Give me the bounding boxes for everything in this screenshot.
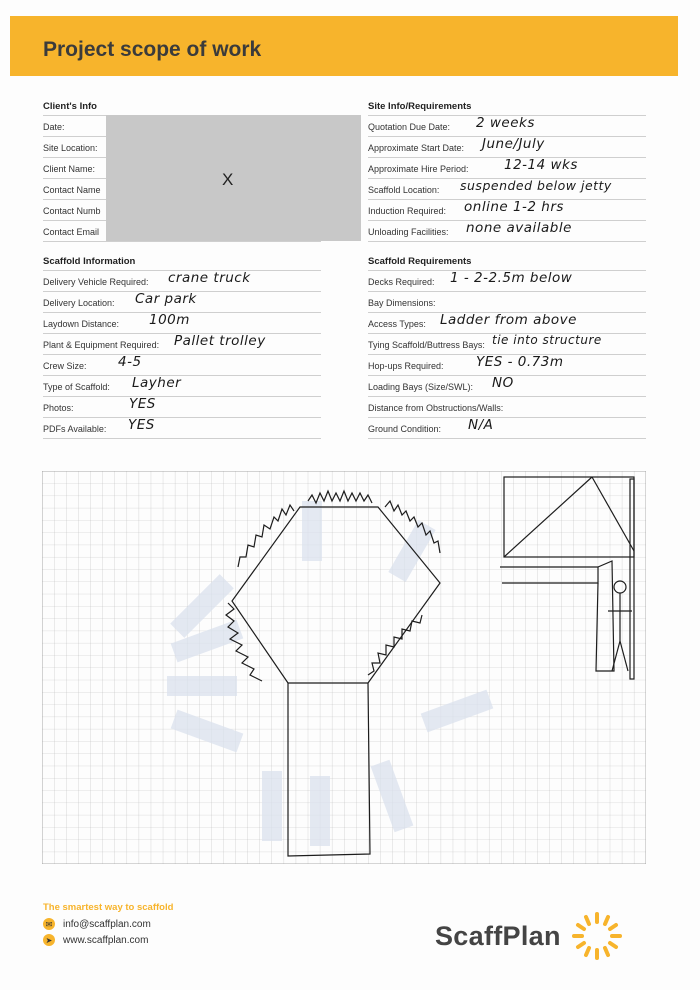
handwritten-value: Ladder from above — [440, 312, 577, 328]
handwritten-value: YES — [128, 417, 155, 433]
field-label: Loading Bays (Size/SWL): — [368, 382, 474, 392]
field-label: Access Types: — [368, 319, 426, 329]
site-info-section — [368, 101, 646, 242]
field-label: Unloading Facilities: — [368, 227, 449, 237]
contact-website[interactable] — [43, 934, 148, 946]
redaction-mark: X — [222, 170, 234, 189]
field-label: Plant & Equipment Required: — [43, 340, 160, 350]
form-row[interactable] — [368, 376, 646, 397]
handwritten-value: YES - 0.73m — [476, 354, 564, 370]
field-label: Site Location: — [43, 143, 98, 153]
form-row[interactable] — [368, 137, 646, 158]
handwritten-value: 100m — [149, 312, 190, 328]
field-label: Laydown Distance: — [43, 319, 120, 329]
handwritten-value: suspended below jetty — [460, 178, 612, 193]
field-label: Delivery Vehicle Required: — [43, 277, 149, 287]
handwritten-value: tie into structure — [492, 333, 602, 347]
form-row[interactable] — [43, 376, 321, 397]
form-row[interactable] — [368, 158, 646, 179]
form-row[interactable] — [43, 313, 321, 334]
contact-email[interactable] — [43, 918, 151, 930]
field-label: Contact Name — [43, 185, 101, 195]
redaction-box — [106, 115, 361, 241]
field-label: Bay Dimensions: — [368, 298, 436, 308]
field-label: Decks Required: — [368, 277, 435, 287]
handwritten-value: N/A — [468, 417, 494, 433]
field-label: Scaffold Location: — [368, 185, 440, 195]
field-label: Approximate Hire Period: — [368, 164, 469, 174]
scaffold-information-section — [43, 256, 321, 439]
handwritten-value: 4-5 — [118, 354, 142, 370]
form-row[interactable] — [368, 116, 646, 137]
form-row[interactable] — [368, 418, 646, 439]
form-row[interactable] — [368, 313, 646, 334]
form-row[interactable] — [43, 355, 321, 376]
field-label: Distance from Obstructions/Walls: — [368, 403, 504, 413]
handwritten-value: crane truck — [168, 270, 251, 286]
field-label: Ground Condition: — [368, 424, 442, 434]
form-row[interactable] — [368, 221, 646, 242]
form-row[interactable] — [368, 355, 646, 376]
field-label: Approximate Start Date: — [368, 143, 465, 153]
handwritten-value: online 1-2 hrs — [464, 199, 564, 215]
field-label: Hop-ups Required: — [368, 361, 444, 371]
field-label: Photos: — [43, 403, 74, 413]
handwritten-value: 12-14 wks — [504, 157, 578, 173]
handwritten-value: none available — [466, 220, 572, 236]
handwritten-value: Layher — [132, 375, 182, 391]
header-banner — [10, 16, 678, 76]
scaffold-requirements-section — [368, 256, 646, 439]
scaffold-information-title: Scaffold Information — [43, 256, 321, 271]
mail-icon: ✉ — [43, 918, 55, 930]
field-label: Client Name: — [43, 164, 96, 174]
form-row[interactable] — [368, 271, 646, 292]
field-label: Date: — [43, 122, 65, 132]
form-row[interactable] — [43, 292, 321, 313]
sunburst-logo-icon — [567, 906, 627, 966]
field-label: Type of Scaffold: — [43, 382, 110, 392]
page-title: Project scope of work — [43, 38, 262, 61]
form-row[interactable] — [368, 397, 646, 418]
form-row[interactable] — [43, 271, 321, 292]
handwritten-value: June/July — [482, 136, 545, 152]
handwritten-value: YES — [129, 396, 156, 412]
field-label: Crew Size: — [43, 361, 87, 371]
brand-name: ScaffPlan — [435, 920, 561, 951]
form-row[interactable] — [368, 179, 646, 200]
form-row[interactable] — [43, 397, 321, 418]
field-label: Delivery Location: — [43, 298, 115, 308]
clients-info-title: Client's Info — [43, 101, 321, 116]
form-row[interactable] — [43, 418, 321, 439]
scaffold-requirements-title: Scaffold Requirements — [368, 256, 646, 271]
form-row[interactable] — [368, 292, 646, 313]
form-row[interactable] — [43, 334, 321, 355]
sketch-grid — [42, 471, 646, 864]
handwritten-value: 1 - 2-2.5m below — [450, 270, 573, 286]
website-link[interactable]: www.scaffplan.com — [63, 934, 149, 946]
field-label: PDFs Available: — [43, 424, 107, 434]
site-info-title: Site Info/Requirements — [368, 101, 646, 116]
handwritten-value: Car park — [135, 291, 197, 307]
footer-tagline: The smartest way to scaffold — [43, 902, 174, 913]
form-row[interactable] — [368, 334, 646, 355]
field-label: Quotation Due Date: — [368, 122, 451, 132]
form-row[interactable] — [368, 200, 646, 221]
field-label: Contact Email — [43, 227, 100, 237]
email-link[interactable]: info@scaffplan.com — [63, 918, 151, 930]
field-label: Tying Scaffold/Buttress Bays: — [368, 340, 485, 350]
cursor-icon: ➤ — [43, 934, 55, 946]
handwritten-value: 2 weeks — [476, 115, 535, 131]
brand-logo — [435, 906, 627, 966]
field-label: Induction Required: — [368, 206, 447, 216]
field-label: Contact Numb — [43, 206, 101, 216]
handwritten-value: Pallet trolley — [174, 333, 266, 349]
handwritten-value: NO — [492, 375, 514, 391]
